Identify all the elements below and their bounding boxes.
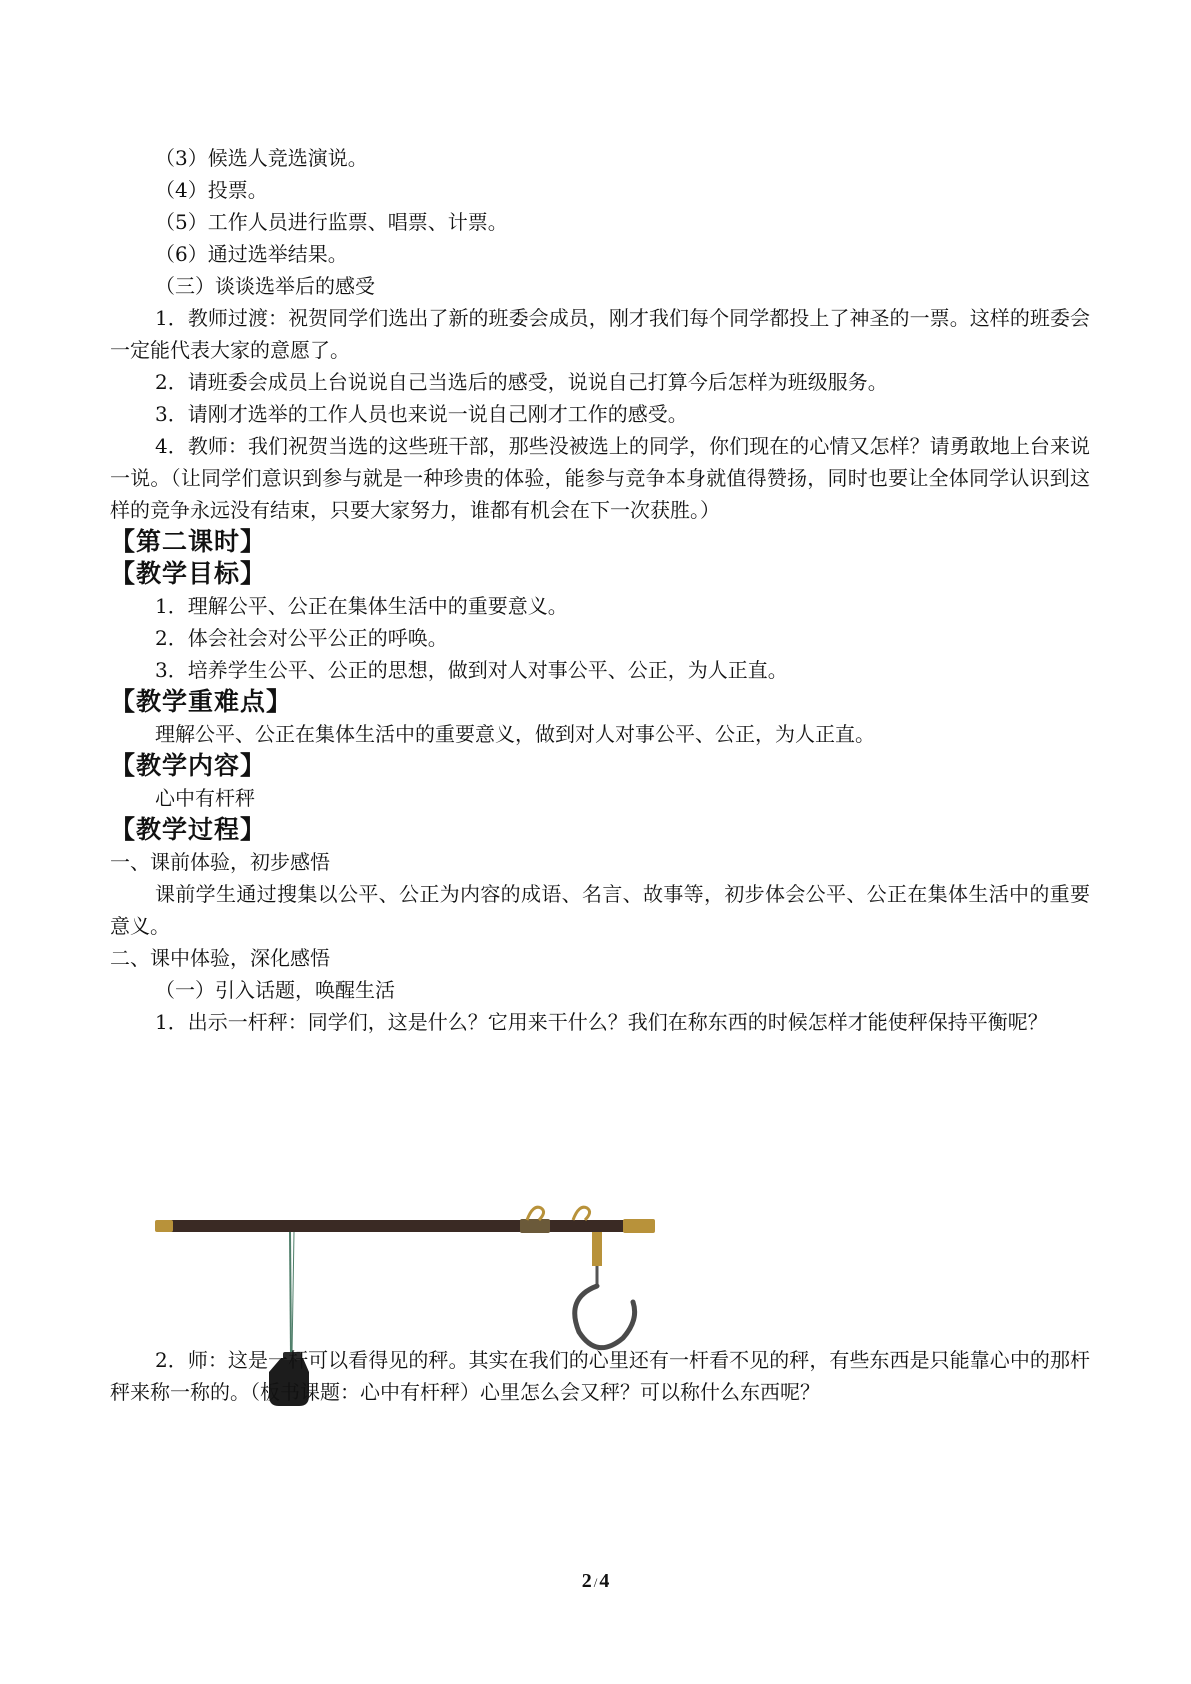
beam-sleeve — [520, 1219, 550, 1233]
feeling-4: 4．教师：我们祝贺当选的这些班干部，那些没被选上的同学，你们现在的心情又怎样？请勇敢地上台来说一说。（让同学们意识到参与就是一种珍贵的体验，能参与竞争本身就值得赞扬，同时也要让全体同学认识到这样的竞争永远没有结束，只要大家努力，谁都有机会在下一次获胜。） — [110, 434, 1090, 522]
beam-left-cap — [155, 1220, 173, 1232]
suspension-clip-1 — [527, 1207, 544, 1220]
goal-2: 2．体会社会对公平公正的呼唤。 — [155, 626, 448, 650]
process-two-sub: （一）引入话题，唤醒生活 — [155, 978, 395, 1002]
lesson2-heading: 【第二课时】 — [110, 527, 267, 556]
step-6: （6）通过选举结果。 — [155, 242, 348, 266]
page-total: 4 — [599, 1570, 610, 1592]
hook-hanger — [592, 1232, 602, 1266]
goals-heading: 【教学目标】 — [110, 559, 267, 588]
process-one-text: 课前学生通过搜集以公平、公正为内容的成语、名言、故事等，初步体会公平、公正在集体生活中的重要意义。 — [110, 882, 1090, 938]
process-one-title: 一、课前体验，初步感悟 — [110, 850, 330, 874]
keypoints-text: 理解公平、公正在集体生活中的重要意义，做到对人对事公平、公正，为人正直。 — [155, 722, 875, 746]
process-two-q1: 1．出示一杆秤：同学们，这是什么？它用来干什么？我们在称东西的时候怎样才能使秤保持平衡呢？ — [155, 1010, 1048, 1034]
weight-string — [290, 1232, 291, 1355]
lower-text — [110, 1344, 1090, 1408]
beam-right-cap — [623, 1219, 655, 1233]
steelyard-beam — [165, 1220, 635, 1232]
step-3: （3）候选人竞选演说。 — [155, 146, 368, 170]
feeling-3: 3．请刚才选举的工作人员也来说一说自己刚才工作的感受。 — [155, 402, 688, 426]
step-4: （4）投票。 — [155, 178, 268, 202]
page-number: 2 — [581, 1570, 592, 1592]
page-footer — [0, 1570, 1191, 1593]
process-heading: 【教学过程】 — [110, 815, 267, 844]
process-two-title: 二、课中体验，深化感悟 — [110, 946, 330, 970]
suspension-clip-2 — [573, 1207, 590, 1220]
page-separator: / — [593, 1575, 598, 1590]
page-content — [110, 142, 1090, 1038]
goal-1: 1．理解公平、公正在集体生活中的重要意义。 — [155, 594, 568, 618]
feeling-1: 1．教师过渡：祝贺同学们选出了新的班委会成员，刚才我们每个同学都投上了神圣的一票。这样的班委会一定能代表大家的意愿了。 — [110, 306, 1090, 362]
section-three-title: （三）谈谈选举后的感受 — [155, 274, 375, 298]
step-5: （5）工作人员进行监票、唱票、计票。 — [155, 210, 508, 234]
hook-curve — [575, 1286, 635, 1348]
process-two-q2: 2．师：这是一杆可以看得见的秤。其实在我们的心里还有一杆看不见的秤，有些东西是只能靠心中的那杆秤来称一称的。（板书课题：心中有杆秤）心里怎么会又秤？可以称什么东西呢？ — [110, 1348, 1090, 1404]
weight-string-2 — [292, 1232, 294, 1355]
goal-3: 3．培养学生公平、公正的思想，做到对人对事公平、公正，为人正直。 — [155, 658, 788, 682]
feeling-2: 2．请班委会成员上台说说自己当选后的感受，说说自己打算今后怎样为班级服务。 — [155, 370, 888, 394]
keypoints-heading: 【教学重难点】 — [110, 687, 293, 716]
content-text: 心中有杆秤 — [155, 786, 255, 810]
content-heading: 【教学内容】 — [110, 751, 267, 780]
